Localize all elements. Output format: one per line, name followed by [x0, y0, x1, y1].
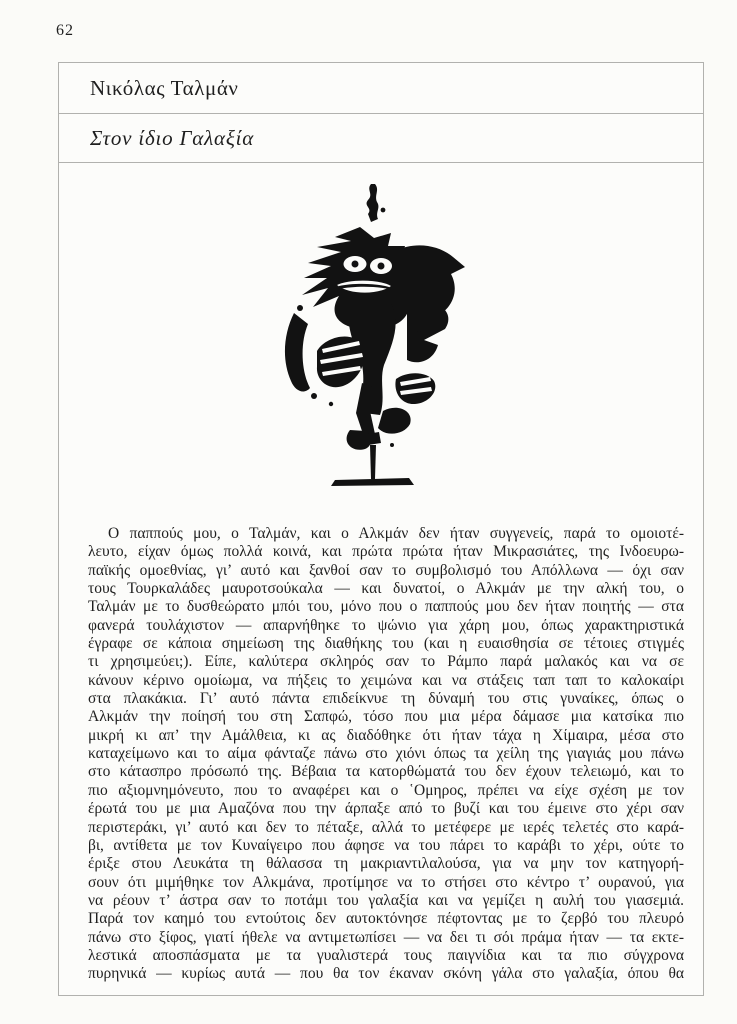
text-line: στα πλακάκια. Γι’ αυτό πάντα επιδείκνυε τη δύναμή του στις γυναίκες, όπως ο: [88, 690, 684, 708]
author-name: Νικόλας Ταλμάν: [90, 75, 239, 100]
story-title: Στον ίδιο Γαλαξία: [90, 125, 255, 150]
text-line: Παρά τον καημό του εντούτοις δεν αυτοκτόνησε πέφτοντας με το ζερβό του πλευρό: [88, 910, 684, 928]
text-line: Αλκμάν την ποίησή του στη Σαπφώ, τόσο που μια μέρα δάμασε μια κατσίκα πιο: [88, 708, 684, 726]
text-line: Ο παππούς μου, ο Ταλμάν, και ο Αλκμάν δεν ήταν συγγενείς, παρά το ομοιοτέ-: [108, 525, 684, 542]
text-line: κάνουν κέρινο ομοίωμα, να πήξεις το χειμώνα και να στάξεις ταπ ταπ το καλοκαίρι: [88, 671, 684, 689]
text-line: τους Τουρκαλάδες μαυροτσούκαλα — και δυνατοί, ο Αλκμάν με την αλκή του, ο: [88, 580, 684, 598]
text-line: τι χρησιμεύει;). Είπε, καλύτερα σκληρός σαν το Ράμπο παρά μαλακός και να σε: [88, 653, 684, 671]
text-line: πιο αξιομνημόνευτο, που το αναφέρει και ο ῾Ομηρος, πρέπει να είχε σχέση με τον: [88, 781, 684, 799]
page-number: 62: [56, 22, 74, 39]
text-line: έρωτά του με μια Αμαζόνα που την άρπαξε από το βυζί και του έμεινε στο χέρι σαν: [88, 800, 684, 818]
text-line: έριξε στου Λευκάτα τη θάλασσα τη μακριαντιλαλούσα, για να μην τον κατηγορή-: [88, 855, 684, 873]
text-line: παϊκής ομοεθνίας, γι’ αυτό και ξανθοί σαν το συμβολισμό του Απόλλωνα — όχι σαν: [88, 561, 684, 579]
text-line: Ταλμάν με το δυσθεώρατο μπόι του, μόνο που ο παππούς μου δεν ήταν ποιητής — στα: [88, 598, 684, 616]
abstract-ink-figure-icon: [267, 183, 479, 495]
body-paragraph: [88, 525, 684, 984]
text-line: λεστικά αποσπάσματα με τα γυαλιστερά τους παιγνίδια και τα πιο σύγχρονα: [88, 946, 684, 964]
page-body: [59, 163, 703, 994]
text-line: στο κάτασπρο πρόσωπό της. Βέβαια τα κατορθώματά του δεν έχουν τελειωμό, και το: [88, 763, 684, 781]
text-line: να ρέουν τ’ άστρα σαν το ποτάμι του γαλαξία και να γεμίζει η αυλή του γιασεμιά.: [88, 891, 684, 909]
text-line: έγραφε σε κάποια σημείωση της διαθήκης του (και η ευαισθησία σε τέτοιες στιγμές: [88, 635, 684, 653]
text-line: πυρηνικά — κυρίως αυτά — που θα τον έκαναν σκόνη γάλα στο γαλαξία, όπου θα: [88, 965, 684, 983]
text-line: καταχείμωνο και το αίμα φάνταζε πάνω στο χιόνι όπως τα χείλη της γιαγιάς μου πάνω: [88, 745, 684, 763]
text-line: περιστεράκι, γι’ αυτό και δεν το πέταξε, αλλά το μετέφερε με ιερές τελετές στο καρά-: [88, 818, 684, 836]
text-line: λευτο, είχαν όμως πολλά κοινά, και πρώτα πρώτα ήταν Μικρασιάτες, της Ινδοευρω-: [88, 543, 684, 561]
content-frame: [58, 62, 704, 996]
text-line: πάνω στο ξίφος, γιατί ήθελε να αντιμετωπίσει — να δει τι σόι πράμα ήταν — τα εκτε-: [88, 928, 684, 946]
text-line: σουν ότι μιμήθηκε τον Αλκμάνα, προτίμησε να το στήσει στο κέντρο τ’ ουρανού, για: [88, 873, 684, 891]
author-header-row: [59, 63, 703, 114]
story-title-row: [59, 114, 703, 163]
text-line: μικρή κι απ’ την Αμάλθεια, κι ας διαδόθηκε ότι ήταν τάχα η Χίμαιρα, μέσα στο: [88, 726, 684, 744]
text-line: φανερά τουλάχιστον — απαρνήθηκε το ψώνιο για χάρη μου, όπως χαρακτηριστικά: [88, 616, 684, 634]
text-line: βι, αντίθετα με τον Κυναίγειρο που άφησε να του πάρει το καράβι το χέρι, ούτε το: [88, 836, 684, 854]
